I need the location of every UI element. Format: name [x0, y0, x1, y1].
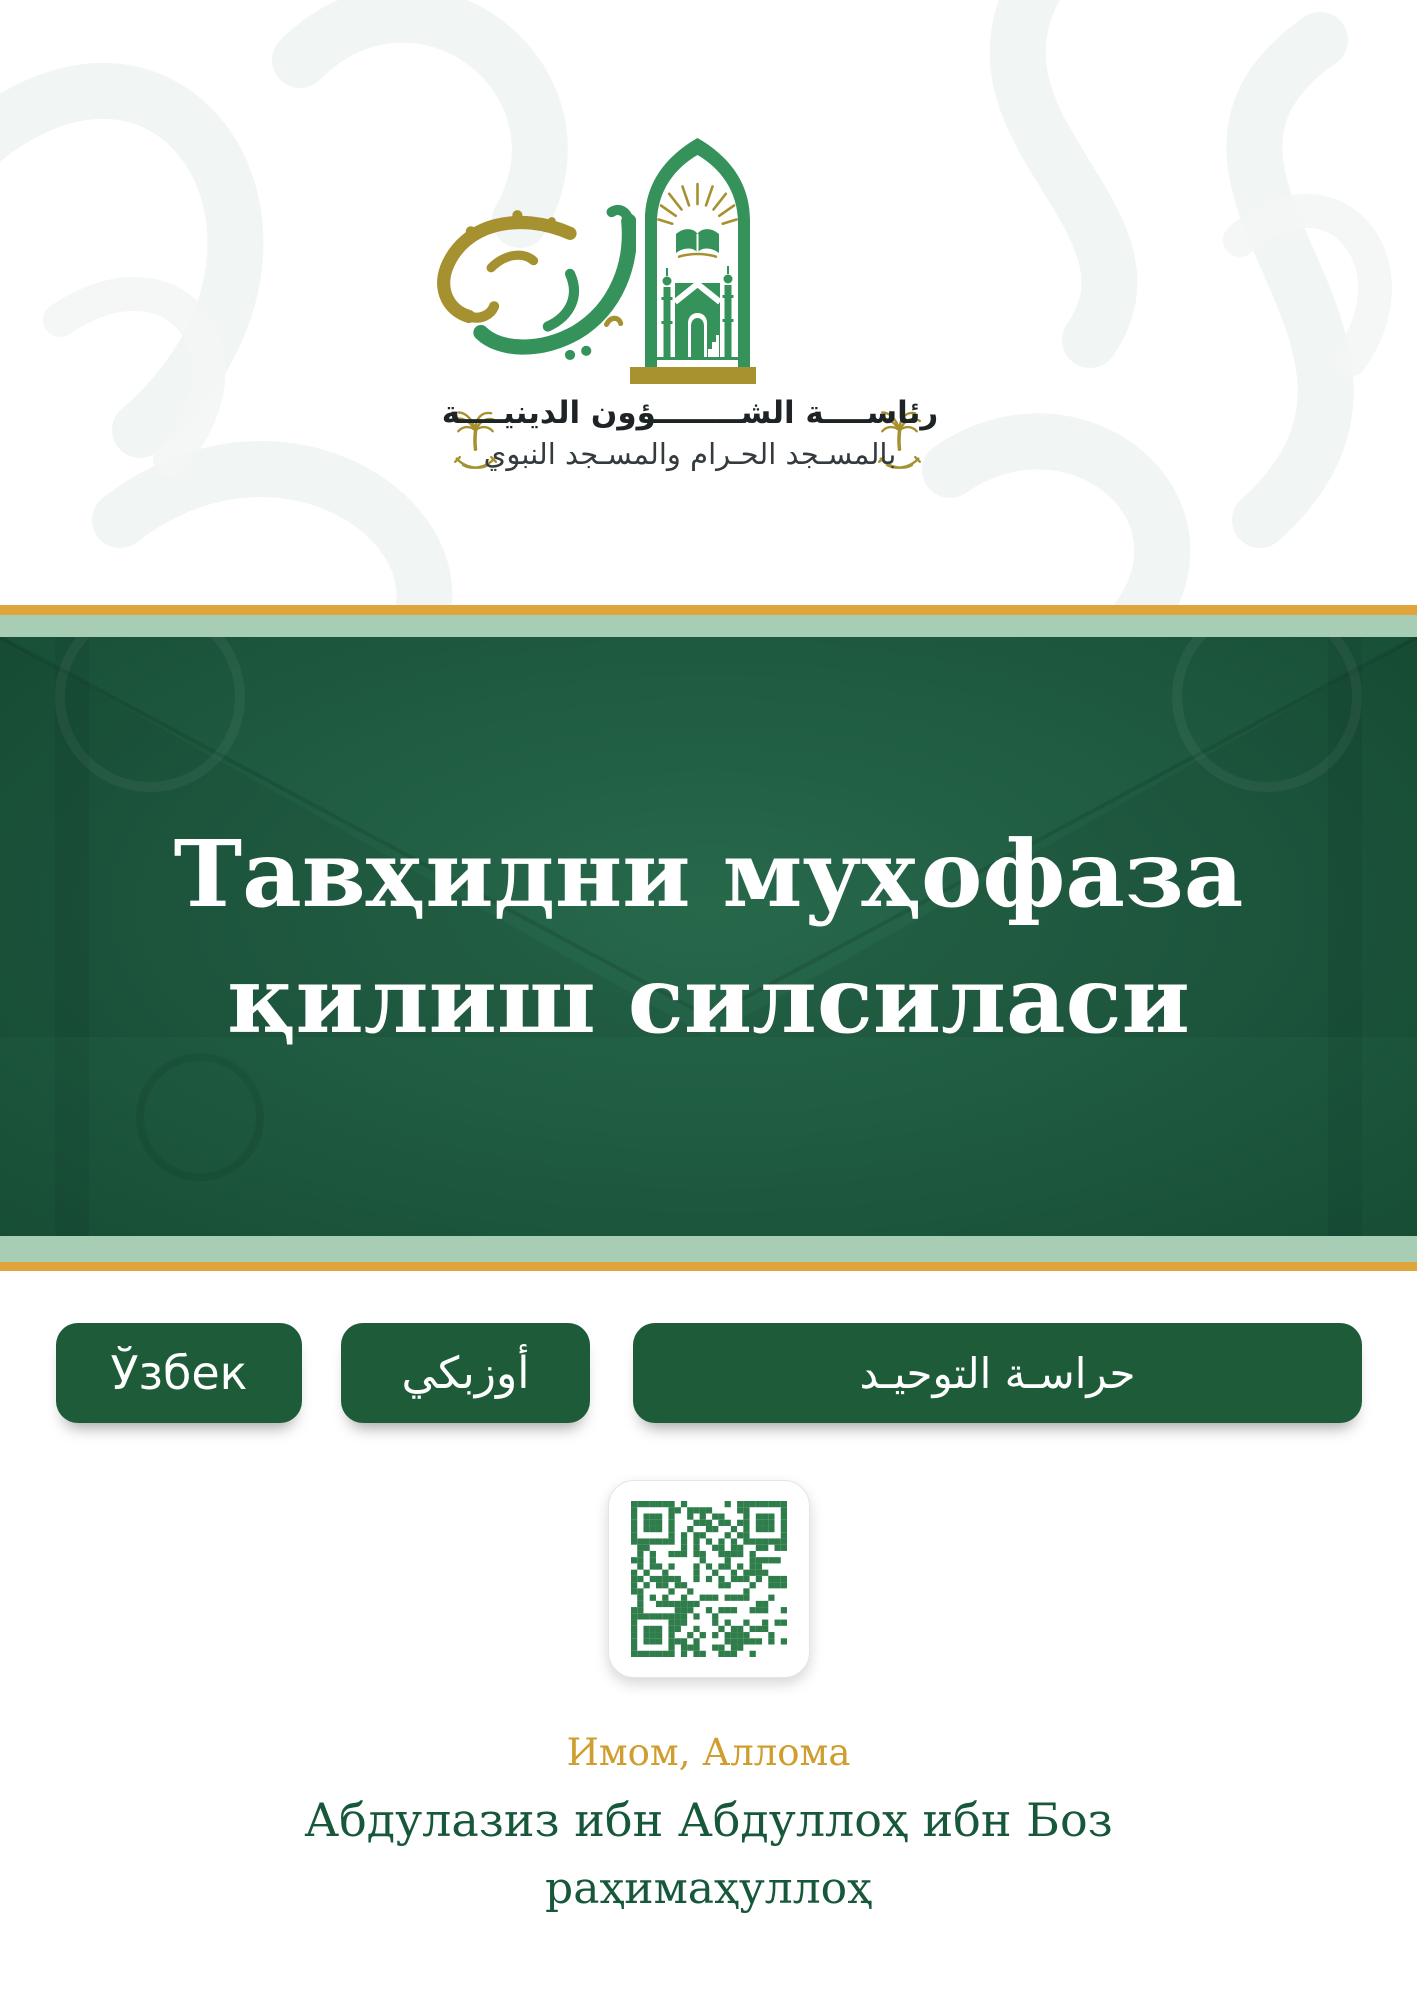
- rays-icon: [659, 184, 737, 224]
- banner-title: [0, 637, 1417, 1236]
- language-button-uzbek-label: Ўзбек: [110, 1346, 248, 1400]
- mosque-arch-emblem-icon: [638, 135, 757, 367]
- series-title-button-arabic-label: حراسـة التوحيـد: [859, 1348, 1136, 1398]
- author-block: [0, 1731, 1417, 1914]
- title-banner: [0, 637, 1417, 1236]
- language-button-uzbek-arabic-label: أوزبكي: [401, 1347, 530, 1399]
- minaret-left-icon: [662, 268, 673, 357]
- series-title-button-arabic[interactable]: [633, 1323, 1362, 1423]
- org-name-line1: رئاســــة الشــــــــؤون الدينيــــة: [441, 395, 939, 431]
- org-name-line2: بالمسـجد الحـرام والمسـجد النبوي: [483, 436, 897, 471]
- banner-title-line1: Тавҳидни муҳофаза: [173, 819, 1244, 928]
- language-button-uzbek[interactable]: [56, 1323, 302, 1423]
- minaret-right-icon: [723, 266, 734, 357]
- author-honorific: Имом, Аллома: [566, 1731, 851, 1774]
- qr-code-card: [608, 1480, 810, 1678]
- emblem-base-bar: [630, 367, 756, 384]
- organization-name: [340, 396, 1040, 473]
- author-name: Абдулазиз ибн Абдуллоҳ ибн Боз: [304, 1793, 1113, 1847]
- kaaba-icon: [675, 283, 720, 357]
- language-button-uzbek-arabic[interactable]: [341, 1323, 590, 1423]
- author-blessing: раҳимаҳуллоҳ: [545, 1863, 872, 1914]
- qr-code: [631, 1501, 787, 1657]
- quran-book-icon: [676, 229, 719, 257]
- banner-gold-stripe-bottom: [0, 1262, 1417, 1271]
- banner-mint-stripe-top: [0, 615, 1417, 637]
- haramain-logo: [0, 90, 1417, 390]
- haramain-wordmark-calligraphy-icon: [418, 203, 636, 365]
- banner-mint-stripe-bottom: [0, 1236, 1417, 1262]
- banner-title-line2: қилиш силсиласи: [227, 945, 1190, 1054]
- banner-gold-stripe-top: [0, 605, 1417, 615]
